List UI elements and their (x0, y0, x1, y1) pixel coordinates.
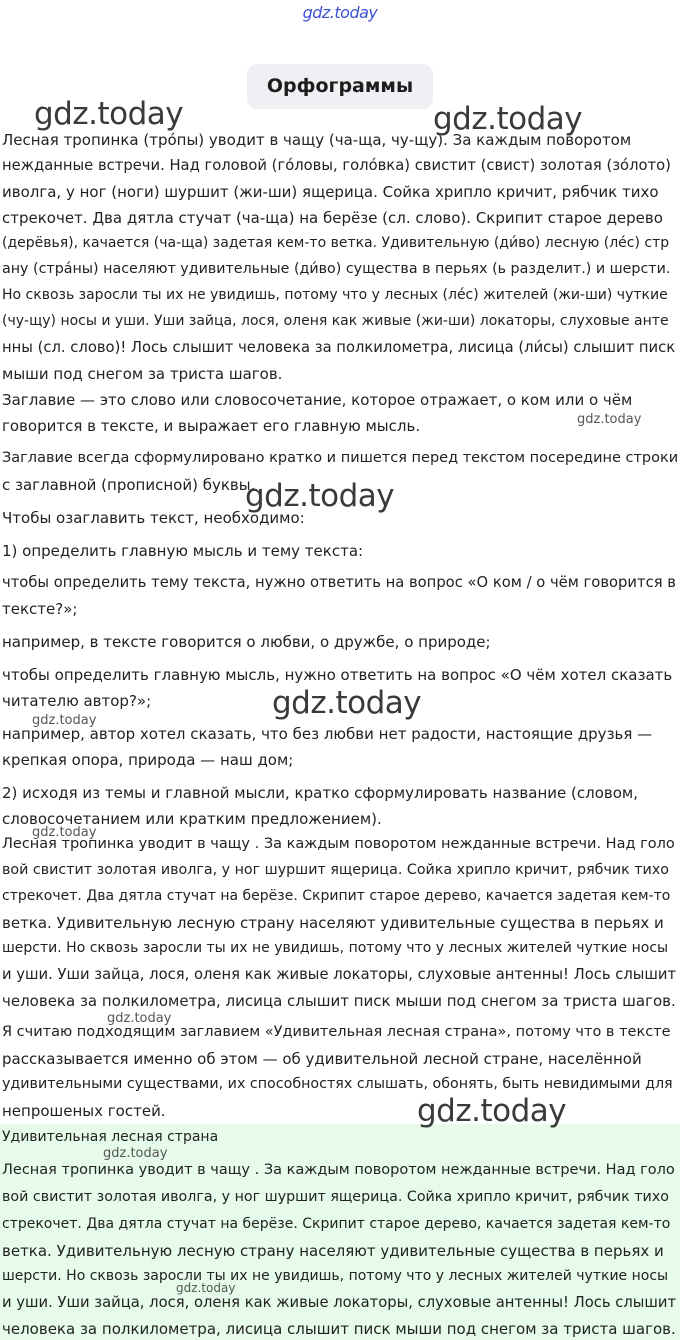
text-line: Чтобы озаглавить текст, необходимо: (2, 509, 305, 527)
watermark: gdz.today (103, 1146, 168, 1161)
text-line: словосочетанием или кратким предложением). (2, 810, 382, 828)
text-line: непрошеных гостей. (2, 1102, 166, 1120)
watermark: gdz.today (417, 1093, 567, 1129)
watermark: gdz.today (272, 685, 422, 721)
watermark: gdz.today (34, 96, 184, 132)
watermark: gdz.today (245, 478, 395, 514)
answer-line: стрекочет. Два дятла стучат на берёзе. Скрипит старое дерево, качается задетая кем-то (2, 1216, 671, 1232)
text-line: мыши под снегом за триста шагов. (2, 365, 283, 383)
text-line: нежданные встречи. Над головой (го́ловы, голо́вка) свистит (свист) золотая (зо́лото) (2, 157, 671, 174)
text-line: Заглавие — это слово или словосочетание, которое отражает, о ком или о чём (2, 391, 633, 409)
text-line: (чу-щу) носы и уши. Уши зайца, лося, оленя как живые (жи-ши) локаторы, слуховые анте (2, 313, 669, 329)
site-header-logo[interactable]: gdz.today (302, 3, 378, 22)
text-line: например, в тексте говорится о любви, о дружбе, о природе; (2, 633, 491, 651)
text-line: тексте?»; (2, 600, 78, 618)
text-line: стрекочет. Два дятла стучат (ча-ща) на берёзе (сл. слово). Скрипит старое дерево (2, 209, 663, 227)
watermark: gdz.today (577, 412, 642, 427)
watermark: gdz.today (32, 713, 97, 728)
text-line: вой свистит золотая иволга, у ног шуршит ящерица. Сойка хрипло кричит, рябчик тихо (2, 862, 669, 878)
answer-line: ветка. Удивительную лесную страну населяют удивительные существа в перьях и (2, 1242, 664, 1260)
text-line: человека за полкилометра, лисица слышит писк мыши под снегом за триста шагов. (2, 992, 676, 1010)
text-line: говорится в тексте, и выражает его главную мысль. (2, 417, 421, 435)
text-line: (дерёвья), качается (ча-ща) задетая кем-то ветка. Удивительную (ди́во) лесную (ле́с) стр (2, 235, 670, 251)
text-line: 1) определить главную мысль и тему текста: (2, 542, 364, 560)
answer-line: и уши. Уши зайца, лося, оленя как живые локаторы, слуховые антенны! Лось слышит (2, 1294, 677, 1311)
text-line: и уши. Уши зайца, лося, оленя как живые локаторы, слуховые антенны! Лось слышит (2, 966, 677, 983)
text-line: Но сквозь заросли ты их не увидишь, потому что у лесных (ле́с) жителей (жи-ши) чуткие (2, 287, 668, 303)
text-line: Лесная тропинка (тро́пы) уводит в чащу (ча-ща, чу-щу). За каждым поворотом (2, 131, 632, 149)
answer-title: Удивительная лесная страна (2, 1129, 219, 1145)
text-line: ветка. Удивительную лесную страну населяют удивительные существа в перьях и (2, 914, 664, 932)
text-line: Лесная тропинка уводит в чащу . За каждым поворотом нежданные встречи. Над голо (2, 836, 675, 852)
text-line: чтобы определить тему текста, нужно ответить на вопрос «О ком / о чём говорится в (2, 574, 676, 591)
text-line: удивительными существами, их способностях слышать, обонять, быть невидимыми для (2, 1076, 673, 1092)
answer-line: человека за полкилометра, лисица слышит писк мыши под снегом за триста шагов. (2, 1320, 676, 1338)
answer-line: Лесная тропинка уводит в чащу . За каждым поворотом нежданные встречи. Над голо (2, 1162, 675, 1178)
watermark: gdz.today (32, 825, 97, 840)
text-line: Заглавие всегда сформулировано кратко и пишется перед текстом посередине строки (2, 450, 679, 466)
answer-line: вой свистит золотая иволга, у ног шуршит ящерица. Сойка хрипло кричит, рябчик тихо (2, 1189, 669, 1205)
watermark: gdz.today (433, 101, 583, 137)
text-line: 2) исходя из темы и главной мысли, кратко сформулировать название (словом, (2, 784, 638, 802)
text-line: с заглавной (прописной) буквы. (2, 476, 256, 494)
text-line: например, автор хотел сказать, что без любви нет радости, настоящие друзья — (2, 725, 653, 743)
text-line: Я считаю подходящим заглавием «Удивительная лесная страна», потому что в тексте (2, 1024, 671, 1040)
text-line: рассказывается именно об этом — об удивительной лесной стране, населённой (2, 1050, 642, 1068)
text-line: стрекочет. Два дятла стучат на берёзе. Скрипит старое дерево, качается задетая кем-то (2, 888, 671, 904)
text-line: читателю автор?»; (2, 692, 152, 710)
text-line: крепкая опора, природа — наш дом; (2, 751, 294, 769)
answer-line: шерсти. Но сквозь заросли ты их не увидишь, потому что у лесных жителей чуткие носы (2, 1268, 669, 1284)
section-title: Орфограммы (247, 64, 433, 109)
text-line: шерсти. Но сквозь заросли ты их не увидишь, потому что у лесных жителей чуткие носы (2, 940, 669, 956)
text-line: чтобы определить главную мысль, нужно ответить на вопрос «О чём хотел сказать (2, 666, 673, 684)
text-line: нны (сл. слово)! Лось слышит человека за полкилометра, лисица (ли́сы) слышит писк (2, 339, 676, 356)
text-line: ану (стра́ны) населяют удивительные (ди́во) существа в перьях (ь разделит.) и шерсти. (2, 261, 671, 277)
watermark: gdz.today (107, 1011, 172, 1026)
watermark: gdz.today (176, 1281, 236, 1295)
text-line: иволга, у ног (ноги) шуршит (жи-ши) ящерица. Сойка хрипло кричит, рябчик тихо (2, 183, 659, 201)
